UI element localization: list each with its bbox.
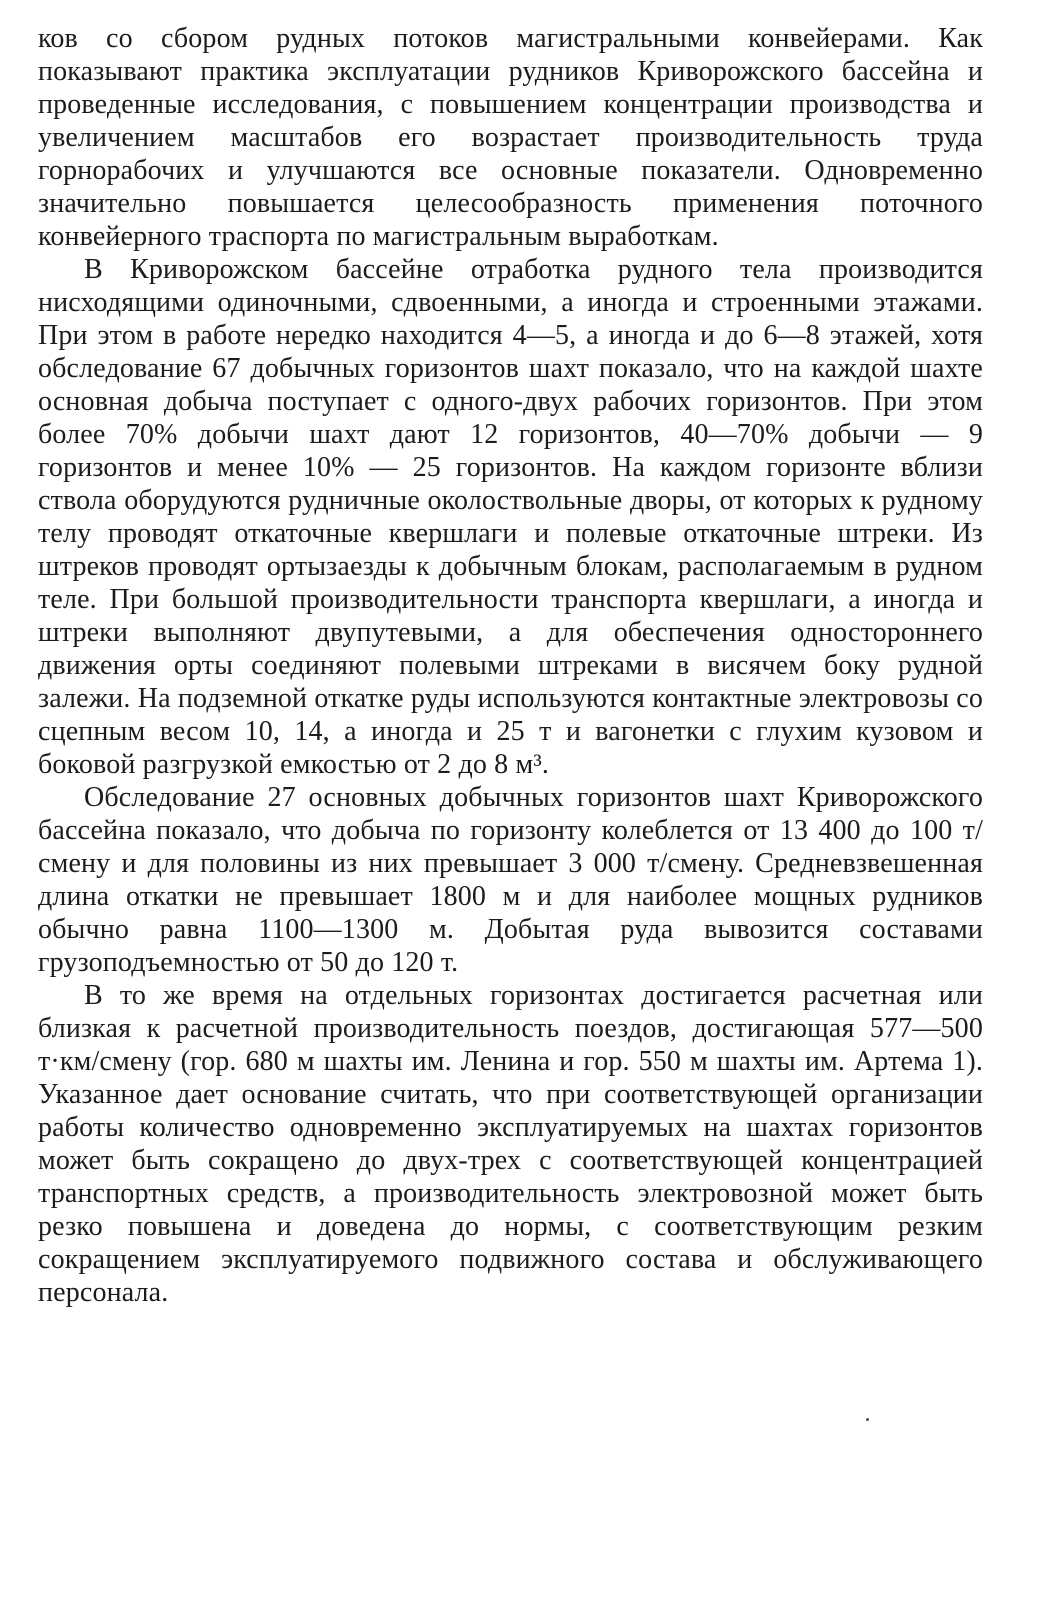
scan-speck <box>866 1418 869 1421</box>
paragraph-conclusion: В то же время на отдельных горизонтах достигается расчетная или близкая к расчетной производительность поездов, достигающая 577—500 т·км/смену (гор. 680 м шахты им. Ленина и гор. 550 м шахты им. Артема 1). Указанное дает основание считать, что при соответствующей организации работы количество одновременно эксплуатируемых на шахтах горизонтов может быть сокращено до двух-трех с соответствующей концентрацией транспортных средств, а производительность электровозной может быть резко повышена и доведена до нормы, с соответствующим резким сокращением эксплуатируемого подвижного состава и обслуживающего персонала. <box>38 980 983 1308</box>
paragraph-continuation: ков со сбором рудных потоков магистральными конвейерами. Как показывают практика эксплуатации рудников Криворожского бассейна и проведенные исследования, с повышением концентрации производства и увеличением масштабов его возрастает производительность труда горнорабочих и улучшаются все основные показатели. Одновременно значительно повышается целесообразность применения поточного конвейерного траспорта по магистральным выработкам. <box>38 23 983 252</box>
paragraph-krivoy-rog-mining: В Криворожском бассейне отработка рудного тела производится нисходящими одиночными, сдвоенными, а иногда и строенными этажами. При этом в работе нередко находится 4—5, а иногда и до 6—8 этажей, хотя обследование 67 добычных горизонтов шахт показало, что на каждой шахте основная добыча поступает с одного-двух рабочих горизонтов. При этом более 70% добычи шахт дают 12 горизонтов, 40—70% добычи — 9 горизонтов и менее 10% — 25 горизонтов. На каждом горизонте вблизи ствола оборудуются рудничные околоствольные дворы, от которых к рудному телу проводят откаточные квершлаги и полевые откаточные штреки. Из штреков проводят ортызаезды к добычным блокам, располагаемым в рудном теле. При большой производительности транспорта квершлаги, а иногда и штреки выполняют двупутевыми, а для обеспечения одностороннего движения орты соединяют полевыми штреками в висячем боку рудной залежи. На подземной откатке руды используются контактные электровозы со сцепным весом 10, 14, а иногда и 25 т и вагонетки с глухим кузовом и боковой разгрузкой емкостью от 2 до 8 м³. <box>38 254 983 780</box>
paragraph-survey-results: Обследование 27 основных добычных горизонтов шахт Криворожского бассейна показало, что добыча по горизонту колеблется от 13 400 до 100 т/смену и для половины из них превышает 3 000 т/смену. Средневзвешенная длина откатки не превышает 1800 м и для наиболее мощных рудников обычно равна 1100—1300 м. Добытая руда вывозится составами грузоподъемностью от 50 до 120 т. <box>38 782 983 978</box>
document-body <box>38 22 983 1309</box>
